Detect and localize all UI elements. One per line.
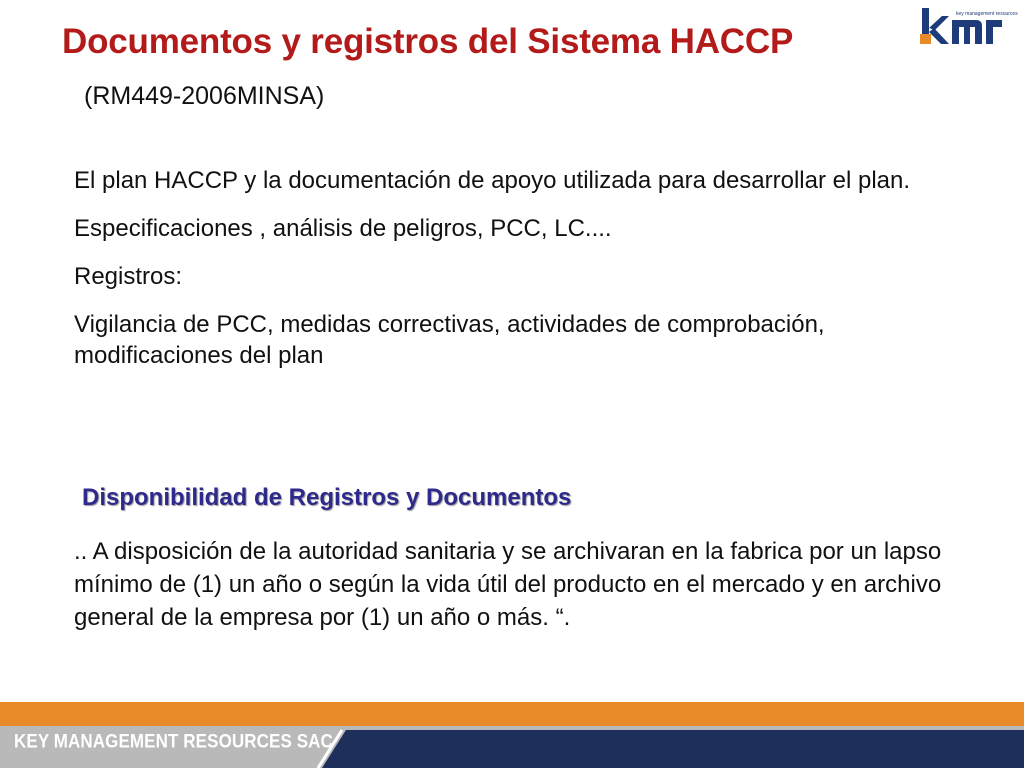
section-heading: Disponibilidad de Registros y Documentos — [82, 484, 572, 511]
slide-title: Documentos y registros del Sistema HACCP — [62, 22, 794, 61]
section-body: .. A disposición de la autoridad sanitaria y se archivaran en la fabrica por un lapso mínimo de (1) un año o según la vida útil del producto en el mercado y en archivo general de la empresa por (1) un año o más. “. — [74, 538, 942, 631]
kmr-logo — [918, 4, 1018, 50]
body-text — [74, 165, 954, 388]
footer-company-name: KEY MANAGEMENT RESOURCES SAC — [14, 730, 333, 752]
logo-tagline: key management resources — [956, 11, 1018, 17]
paragraph-records-detail: Vigilancia de PCC, medidas correctivas, actividades de comprobación, modificaciones del plan — [74, 311, 825, 369]
slide-subtitle: (RM449-2006MINSA) — [84, 82, 325, 110]
paragraph-plan: El plan HACCP y la documentación de apoyo utilizada para desarrollar el plan. — [74, 167, 911, 194]
paragraph-records-label: Registros: — [74, 263, 183, 290]
paragraph-specifications: Especificaciones , análisis de peligros, PCC, LC.... — [74, 215, 612, 242]
